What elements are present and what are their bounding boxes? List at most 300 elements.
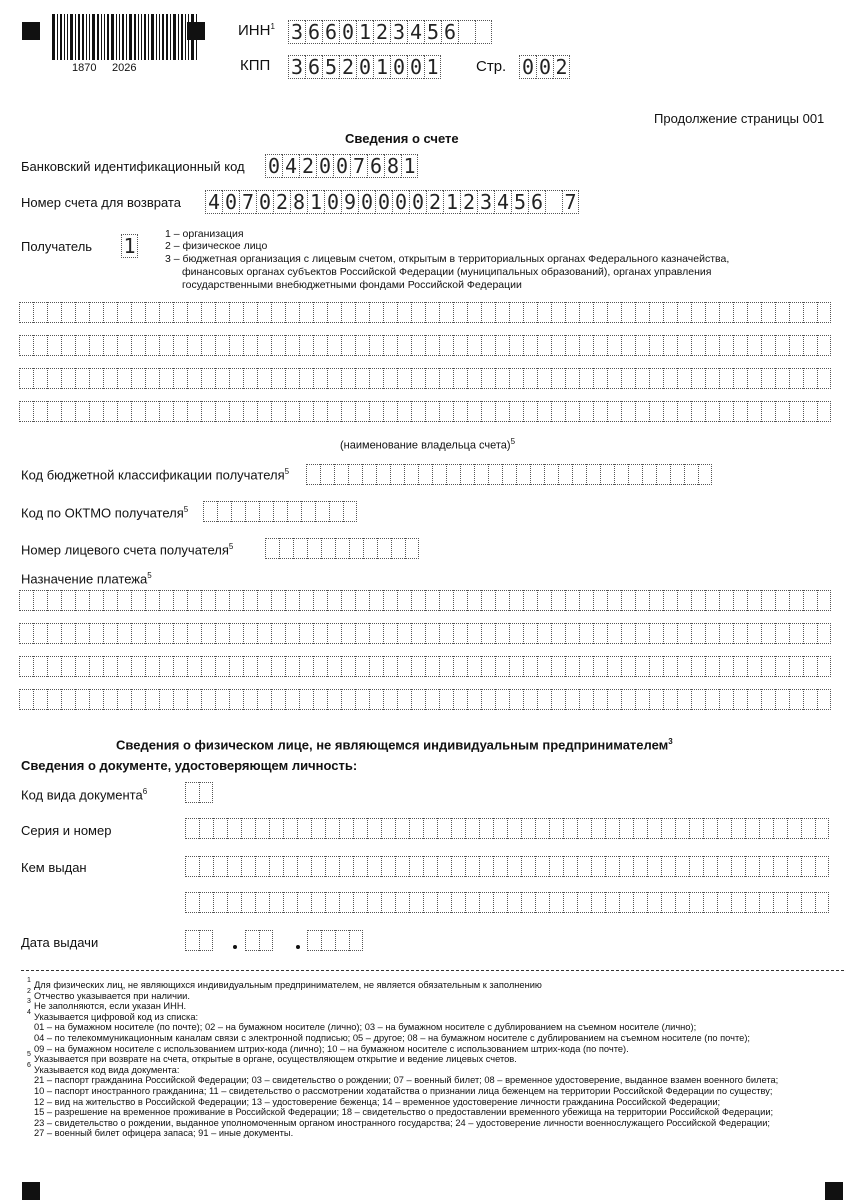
cell[interactable] — [159, 656, 173, 677]
cell[interactable] — [117, 401, 131, 422]
cell[interactable] — [691, 302, 705, 323]
cell[interactable] — [285, 689, 299, 710]
cell[interactable] — [521, 818, 535, 839]
cell[interactable] — [47, 689, 61, 710]
cell[interactable] — [203, 501, 217, 522]
cell[interactable] — [579, 689, 593, 710]
cell[interactable]: 0 — [356, 55, 373, 79]
cell[interactable] — [343, 501, 357, 522]
cell[interactable]: 2 — [299, 154, 316, 178]
cell[interactable] — [789, 335, 803, 356]
cell[interactable] — [19, 590, 33, 611]
payment-purpose-row-1[interactable] — [19, 590, 831, 611]
cell[interactable] — [458, 20, 475, 44]
cell[interactable] — [377, 538, 391, 559]
cell[interactable] — [621, 302, 635, 323]
cell[interactable] — [89, 335, 103, 356]
cell[interactable] — [523, 302, 537, 323]
cell[interactable] — [19, 401, 33, 422]
cell[interactable] — [103, 689, 117, 710]
cell[interactable]: 1 — [373, 55, 390, 79]
cell[interactable] — [453, 368, 467, 389]
cell[interactable] — [243, 656, 257, 677]
cell[interactable] — [75, 401, 89, 422]
cell[interactable] — [563, 818, 577, 839]
cell[interactable] — [159, 623, 173, 644]
cell[interactable] — [565, 302, 579, 323]
payment-purpose-row-2[interactable] — [19, 623, 831, 644]
cell[interactable] — [563, 856, 577, 877]
cell[interactable] — [551, 335, 565, 356]
cell[interactable] — [327, 401, 341, 422]
cell[interactable] — [761, 656, 775, 677]
cell[interactable] — [703, 818, 717, 839]
cell[interactable] — [241, 856, 255, 877]
cell[interactable] — [173, 590, 187, 611]
cell[interactable] — [733, 689, 747, 710]
cell[interactable] — [493, 892, 507, 913]
cell[interactable] — [131, 689, 145, 710]
cell[interactable] — [145, 401, 159, 422]
cell[interactable] — [635, 302, 649, 323]
cell[interactable] — [335, 538, 349, 559]
cell[interactable] — [633, 818, 647, 839]
cell[interactable] — [656, 464, 670, 485]
cell[interactable] — [591, 818, 605, 839]
account-number-field[interactable] — [205, 190, 579, 214]
cell[interactable]: 4 — [407, 20, 424, 44]
cell[interactable] — [313, 590, 327, 611]
cell[interactable]: 2 — [426, 190, 443, 214]
cell[interactable] — [747, 656, 761, 677]
cell[interactable]: 1 — [356, 20, 373, 44]
cell[interactable] — [299, 335, 313, 356]
cell[interactable] — [381, 856, 395, 877]
issued-by-row-2[interactable] — [185, 892, 829, 913]
cell[interactable] — [789, 623, 803, 644]
cell[interactable] — [537, 335, 551, 356]
cell[interactable] — [479, 818, 493, 839]
cell[interactable] — [367, 856, 381, 877]
cell[interactable] — [649, 302, 663, 323]
cell[interactable] — [467, 590, 481, 611]
cell[interactable] — [535, 818, 549, 839]
cell[interactable] — [257, 335, 271, 356]
cell[interactable] — [451, 856, 465, 877]
cell[interactable] — [817, 656, 831, 677]
cell[interactable] — [383, 623, 397, 644]
cell[interactable] — [425, 656, 439, 677]
cell[interactable] — [453, 656, 467, 677]
cell[interactable] — [523, 623, 537, 644]
cell[interactable] — [537, 368, 551, 389]
cell[interactable] — [187, 368, 201, 389]
cell[interactable] — [801, 892, 815, 913]
cell[interactable] — [229, 590, 243, 611]
cell[interactable] — [817, 335, 831, 356]
cell[interactable] — [647, 892, 661, 913]
cell[interactable]: 6 — [528, 190, 545, 214]
cell[interactable] — [747, 335, 761, 356]
cell[interactable] — [677, 590, 691, 611]
cell[interactable] — [516, 464, 530, 485]
cell[interactable] — [439, 590, 453, 611]
cell[interactable]: 5 — [424, 20, 441, 44]
cell[interactable] — [775, 335, 789, 356]
cell[interactable] — [607, 656, 621, 677]
owner-name-row-1[interactable] — [19, 302, 831, 323]
cell[interactable] — [565, 689, 579, 710]
kbk-field[interactable] — [306, 464, 712, 485]
cell[interactable] — [145, 590, 159, 611]
payment-purpose-row-3[interactable] — [19, 656, 831, 677]
cell[interactable] — [717, 892, 731, 913]
cell[interactable] — [425, 689, 439, 710]
cell[interactable] — [411, 656, 425, 677]
cell[interactable] — [705, 401, 719, 422]
cell[interactable] — [187, 335, 201, 356]
cell[interactable] — [579, 335, 593, 356]
cell[interactable] — [215, 302, 229, 323]
cell[interactable] — [353, 892, 367, 913]
cell[interactable]: 6 — [305, 55, 322, 79]
cell[interactable] — [271, 302, 285, 323]
cell[interactable] — [773, 892, 787, 913]
cell[interactable] — [437, 892, 451, 913]
cell[interactable] — [663, 401, 677, 422]
cell[interactable] — [255, 856, 269, 877]
cell[interactable] — [677, 656, 691, 677]
cell[interactable] — [523, 656, 537, 677]
cell[interactable] — [759, 892, 773, 913]
cell[interactable] — [299, 590, 313, 611]
cell[interactable] — [481, 302, 495, 323]
cell[interactable] — [383, 590, 397, 611]
cell[interactable] — [579, 368, 593, 389]
cell[interactable]: 6 — [305, 20, 322, 44]
cell[interactable] — [19, 302, 33, 323]
cell[interactable] — [103, 302, 117, 323]
cell[interactable] — [89, 302, 103, 323]
cell[interactable] — [241, 892, 255, 913]
cell[interactable] — [103, 401, 117, 422]
cell[interactable] — [689, 892, 703, 913]
cell[interactable] — [635, 689, 649, 710]
cell[interactable] — [803, 656, 817, 677]
cell[interactable]: 4 — [282, 154, 299, 178]
cell[interactable] — [607, 623, 621, 644]
cell[interactable] — [369, 302, 383, 323]
cell[interactable] — [75, 689, 89, 710]
cell[interactable] — [593, 302, 607, 323]
cell[interactable] — [691, 656, 705, 677]
cell[interactable] — [255, 818, 269, 839]
cell[interactable]: 2 — [553, 55, 570, 79]
issue-date-day[interactable] — [185, 930, 213, 951]
cell[interactable] — [815, 892, 829, 913]
issued-by-row-1[interactable] — [185, 856, 829, 877]
cell[interactable] — [383, 656, 397, 677]
cell[interactable] — [348, 464, 362, 485]
cell[interactable] — [719, 623, 733, 644]
cell[interactable] — [705, 623, 719, 644]
cell[interactable] — [257, 368, 271, 389]
cell[interactable] — [185, 930, 199, 951]
cell[interactable] — [698, 464, 712, 485]
inn-field[interactable] — [288, 20, 492, 44]
cell[interactable] — [733, 623, 747, 644]
cell[interactable] — [279, 538, 293, 559]
cell[interactable] — [271, 368, 285, 389]
cell[interactable] — [703, 856, 717, 877]
cell[interactable] — [607, 689, 621, 710]
cell[interactable]: 2 — [373, 20, 390, 44]
cell[interactable] — [649, 368, 663, 389]
cell[interactable] — [313, 623, 327, 644]
cell[interactable] — [173, 368, 187, 389]
cell[interactable]: 1 — [307, 190, 324, 214]
cell[interactable] — [257, 401, 271, 422]
cell[interactable]: 0 — [407, 55, 424, 79]
cell[interactable] — [229, 368, 243, 389]
cell[interactable] — [649, 590, 663, 611]
cell[interactable] — [61, 623, 75, 644]
cell[interactable] — [145, 656, 159, 677]
cell[interactable] — [285, 335, 299, 356]
cell[interactable] — [509, 401, 523, 422]
cell[interactable] — [411, 401, 425, 422]
cell[interactable] — [537, 401, 551, 422]
cell[interactable] — [621, 401, 635, 422]
cell[interactable] — [551, 368, 565, 389]
cell[interactable] — [395, 892, 409, 913]
cell[interactable] — [803, 302, 817, 323]
cell[interactable] — [495, 623, 509, 644]
cell[interactable] — [299, 302, 313, 323]
cell[interactable] — [803, 368, 817, 389]
cell[interactable] — [747, 401, 761, 422]
cell[interactable] — [747, 623, 761, 644]
cell[interactable] — [747, 590, 761, 611]
cell[interactable] — [299, 623, 313, 644]
cell[interactable] — [369, 656, 383, 677]
cell[interactable] — [446, 464, 460, 485]
cell[interactable] — [287, 501, 301, 522]
cell[interactable] — [747, 689, 761, 710]
cell[interactable] — [391, 538, 405, 559]
cell[interactable] — [145, 302, 159, 323]
cell[interactable] — [775, 401, 789, 422]
cell[interactable] — [349, 538, 363, 559]
series-number-field[interactable] — [185, 818, 829, 839]
cell[interactable] — [495, 656, 509, 677]
cell[interactable] — [586, 464, 600, 485]
cell[interactable] — [215, 401, 229, 422]
cell[interactable] — [355, 623, 369, 644]
cell[interactable] — [591, 892, 605, 913]
cell[interactable]: 9 — [341, 190, 358, 214]
cell[interactable] — [661, 818, 675, 839]
cell[interactable] — [649, 335, 663, 356]
cell[interactable] — [397, 335, 411, 356]
cell[interactable] — [789, 689, 803, 710]
cell[interactable] — [670, 464, 684, 485]
cell[interactable] — [605, 856, 619, 877]
cell[interactable] — [409, 818, 423, 839]
cell[interactable] — [47, 656, 61, 677]
cell[interactable] — [159, 689, 173, 710]
cell[interactable] — [537, 302, 551, 323]
cell[interactable] — [327, 590, 341, 611]
cell[interactable] — [607, 302, 621, 323]
cell[interactable] — [61, 656, 75, 677]
cell[interactable] — [495, 689, 509, 710]
recipient-field[interactable] — [121, 234, 138, 258]
cell[interactable] — [369, 689, 383, 710]
cell[interactable] — [633, 892, 647, 913]
cell[interactable] — [607, 335, 621, 356]
cell[interactable] — [187, 623, 201, 644]
cell[interactable] — [425, 335, 439, 356]
cell[interactable] — [787, 892, 801, 913]
cell[interactable] — [327, 689, 341, 710]
cell[interactable] — [425, 623, 439, 644]
cell[interactable] — [283, 856, 297, 877]
cell[interactable] — [789, 401, 803, 422]
cell[interactable] — [437, 856, 451, 877]
cell[interactable] — [243, 590, 257, 611]
cell[interactable] — [285, 302, 299, 323]
cell[interactable] — [341, 368, 355, 389]
cell[interactable] — [451, 892, 465, 913]
cell[interactable] — [717, 856, 731, 877]
cell[interactable]: 1 — [424, 55, 441, 79]
cell[interactable] — [509, 656, 523, 677]
cell[interactable] — [297, 818, 311, 839]
cell[interactable] — [614, 464, 628, 485]
cell[interactable] — [411, 623, 425, 644]
cell[interactable] — [439, 656, 453, 677]
cell[interactable] — [663, 656, 677, 677]
cell[interactable] — [271, 689, 285, 710]
cell[interactable] — [677, 368, 691, 389]
cell[interactable] — [635, 401, 649, 422]
cell[interactable] — [103, 623, 117, 644]
cell[interactable] — [33, 590, 47, 611]
cell[interactable] — [537, 656, 551, 677]
cell[interactable] — [467, 401, 481, 422]
cell[interactable] — [507, 856, 521, 877]
cell[interactable]: 1 — [443, 190, 460, 214]
cell[interactable] — [801, 856, 815, 877]
cell[interactable]: 0 — [536, 55, 553, 79]
cell[interactable] — [705, 368, 719, 389]
cell[interactable] — [733, 401, 747, 422]
cell[interactable] — [551, 590, 565, 611]
cell[interactable] — [621, 368, 635, 389]
cell[interactable]: 5 — [511, 190, 528, 214]
cell[interactable] — [411, 368, 425, 389]
cell[interactable] — [201, 335, 215, 356]
cell[interactable] — [451, 818, 465, 839]
cell[interactable] — [89, 590, 103, 611]
cell[interactable] — [577, 892, 591, 913]
cell[interactable] — [397, 689, 411, 710]
cell[interactable] — [733, 590, 747, 611]
cell[interactable] — [467, 656, 481, 677]
cell[interactable] — [479, 892, 493, 913]
cell[interactable] — [619, 856, 633, 877]
cell[interactable] — [243, 368, 257, 389]
cell[interactable] — [229, 656, 243, 677]
cell[interactable] — [313, 368, 327, 389]
cell[interactable] — [19, 656, 33, 677]
cell[interactable] — [425, 590, 439, 611]
cell[interactable] — [363, 538, 377, 559]
cell[interactable] — [229, 335, 243, 356]
cell[interactable] — [425, 302, 439, 323]
cell[interactable] — [579, 401, 593, 422]
cell[interactable] — [647, 818, 661, 839]
cell[interactable] — [775, 368, 789, 389]
cell[interactable] — [229, 302, 243, 323]
cell[interactable] — [117, 689, 131, 710]
cell[interactable] — [159, 401, 173, 422]
cell[interactable]: 7 — [239, 190, 256, 214]
cell[interactable] — [747, 368, 761, 389]
owner-name-row-3[interactable] — [19, 368, 831, 389]
cell[interactable] — [495, 368, 509, 389]
cell[interactable] — [745, 818, 759, 839]
cell[interactable]: 0 — [256, 190, 273, 214]
cell[interactable] — [761, 302, 775, 323]
cell[interactable] — [47, 335, 61, 356]
cell[interactable] — [341, 401, 355, 422]
cell[interactable] — [775, 656, 789, 677]
personal-account-field[interactable] — [265, 538, 419, 559]
cell[interactable] — [355, 368, 369, 389]
cell[interactable] — [297, 856, 311, 877]
cell[interactable] — [159, 590, 173, 611]
cell[interactable] — [61, 590, 75, 611]
cell[interactable] — [117, 590, 131, 611]
cell[interactable] — [759, 856, 773, 877]
cell[interactable] — [789, 368, 803, 389]
bik-field[interactable] — [265, 154, 418, 178]
cell[interactable] — [607, 368, 621, 389]
cell[interactable] — [719, 335, 733, 356]
cell[interactable] — [509, 335, 523, 356]
cell[interactable] — [439, 335, 453, 356]
cell[interactable] — [523, 689, 537, 710]
cell[interactable] — [817, 368, 831, 389]
cell[interactable] — [243, 623, 257, 644]
cell[interactable] — [61, 401, 75, 422]
cell[interactable] — [733, 302, 747, 323]
cell[interactable] — [773, 856, 787, 877]
cell[interactable] — [199, 930, 213, 951]
cell[interactable]: 0 — [339, 20, 356, 44]
cell[interactable] — [299, 689, 313, 710]
cell[interactable] — [299, 368, 313, 389]
cell[interactable] — [488, 464, 502, 485]
cell[interactable] — [75, 656, 89, 677]
cell[interactable] — [635, 656, 649, 677]
cell[interactable] — [731, 892, 745, 913]
cell[interactable] — [283, 818, 297, 839]
cell[interactable] — [103, 368, 117, 389]
cell[interactable] — [817, 302, 831, 323]
